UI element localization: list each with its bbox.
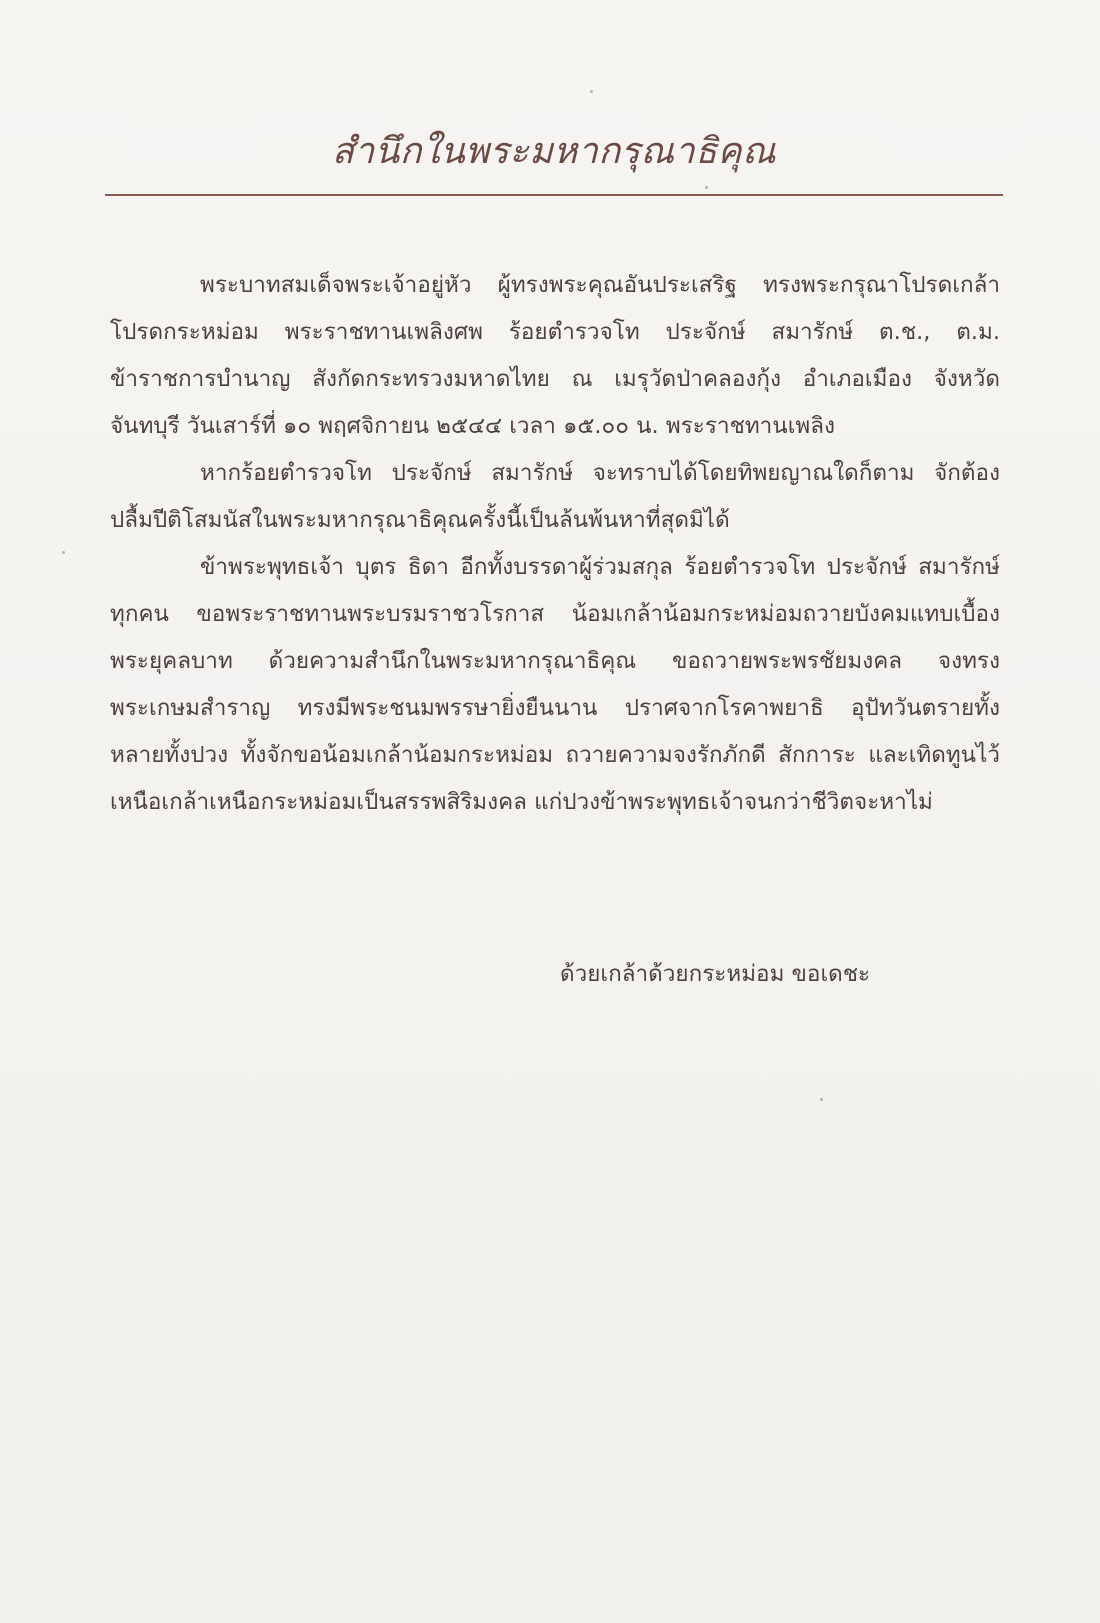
document-body [110, 262, 1000, 826]
paragraph [110, 262, 1000, 450]
text-line: พระเกษมสำราญ ทรงมีพระชนมพรรษายิ่งยืนนาน ปราศจากโรคาพยาธิ อุปัทวันตรายทั้ง [110, 695, 1000, 721]
text-line: โปรดกระหม่อม พระราชทานเพลิงศพ ร้อยตำรวจโท ประจักษ์ สมารักษ์ ต.ช., ต.ม. [110, 319, 1000, 345]
paper-speck [705, 186, 708, 189]
text-line: หากร้อยตำรวจโท ประจักษ์ สมารักษ์ จะทราบได้โดยทิพยญาณใดก็ตาม จักต้อง [200, 460, 1000, 486]
paper-speck [820, 1098, 823, 1101]
closing-salutation: ด้วยเกล้าด้วยกระหม่อม ขอเดชะ [560, 961, 871, 987]
paragraph [110, 544, 1000, 826]
document-title: สำนึกในพระมหากรุณาธิคุณ [331, 131, 777, 172]
text-line: จันทบุรี วันเสาร์ที่ ๑๐ พฤศจิกายน ๒๕๔๔ เวลา ๑๕.๐๐ น. พระราชทานเพลิง [110, 413, 835, 439]
paper-speck [62, 551, 65, 554]
text-line: ข้าราชการบำนาญ สังกัดกระทรวงมหาดไทย ณ เมรุวัดป่าคลองกุ้ง อำเภอเมือง จังหวัด [110, 366, 1000, 392]
text-line: หลายทั้งปวง ทั้งจักขอน้อมเกล้าน้อมกระหม่อม ถวายความจงรักภักดี สักการะ และเทิดทูนไว้ [110, 742, 1000, 768]
paragraph [110, 450, 1000, 544]
text-line: ทุกคน ขอพระราชทานพระบรมราชวโรกาส น้อมเกล้าน้อมกระหม่อมถวายบังคมแทบเบื้อง [110, 601, 1000, 627]
text-line: พระบาทสมเด็จพระเจ้าอยู่หัว ผู้ทรงพระคุณอันประเสริฐ ทรงพระกรุณาโปรดเกล้า [200, 272, 1000, 298]
text-line: ข้าพระพุทธเจ้า บุตร ธิดา อีกทั้งบรรดาผู้ร่วมสกุล ร้อยตำรวจโท ประจักษ์ สมารักษ์ [200, 554, 1000, 580]
text-line: เหนือเกล้าเหนือกระหม่อมเป็นสรรพสิริมงคล แก่ปวงข้าพระพุทธเจ้าจนกว่าชีวิตจะหาไม่ [110, 789, 933, 815]
text-line: ปลื้มปีติโสมนัสในพระมหากรุณาธิคุณครั้งนี้เป็นล้นพ้นหาที่สุดมิได้ [110, 507, 730, 533]
title-divider [105, 194, 1003, 196]
paper-speck [590, 90, 593, 93]
text-line: พระยุคลบาท ด้วยความสำนึกในพระมหากรุณาธิคุณ ขอถวายพระพรชัยมงคล จงทรง [110, 648, 1000, 674]
